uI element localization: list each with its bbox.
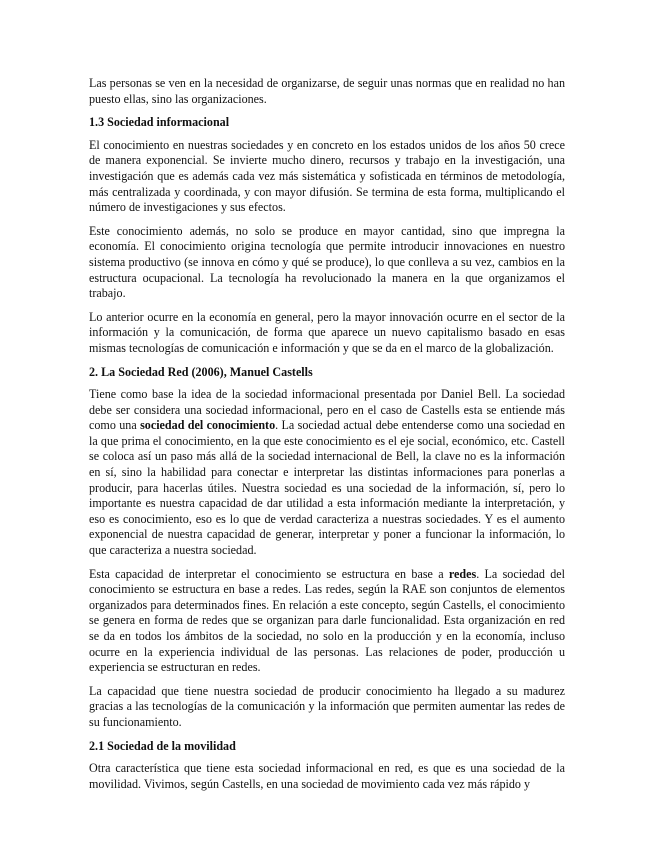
- paragraph-globalizacion: Lo anterior ocurre en la economía en general, pero la mayor innovación ocurre en el sector de la información y la comunicación, de forma que aparece un nuevo capitalismo basado en esas mismas tecnologías de comunicación e información y que se da en el marco de la globalización.: [89, 309, 565, 355]
- paragraph-movilidad: Otra característica que tiene esta sociedad informacional en red, es que es una sociedad de la movilidad. Vivimos, según Castells, en una sociedad de movimiento cada vez más rápido y: [89, 761, 565, 791]
- heading-sociedad-movilidad: 2.1 Sociedad de la movilidad: [89, 738, 236, 753]
- paragraph-conocimiento: El conocimiento en nuestras sociedades y en concreto en los estados unidos de los años 50 crece de manera exponencial. Se invierte mucho dinero, recursos y trabajo en la investigación, una investigación que es además cada vez más sistemática y sofisticada en términos de metodología, más centralizada y coordinada, y con mayor difusión. Se termina de esta forma, multiplicando el número de investigaciones y sus efectos.: [89, 137, 565, 215]
- text-run: . La sociedad actual debe entenderse como una sociedad en la que prima el conocimiento, en la que este conocimiento es el eje social, económico, etc. Castell se coloca así un paso más allá de la sociedad internacional de Bell, la clave no es la información en sí, sino la habilidad para conectar e interpretar las distintas informaciones para ponerlas a producir, para hacerlas útiles. Nuestra sociedad es una sociedad de la información, sí, pero lo importante es nuestra capacidad de dar utilidad a esta información mediante la interpretación, y eso es conocimiento, eso es lo que de verdad caracteriza a nuestras sociedades. Y es el aumento exponencial de nuestra capacidad de generar, interpretar y poner a funcionar la información, lo que caracteriza a nuestra sociedad.: [89, 418, 565, 558]
- paragraph-castells-base: [89, 387, 565, 559]
- bold-term-redes: redes: [448, 566, 477, 581]
- text-run: Esta capacidad de interpretar el conocimiento se estructura en base a: [89, 566, 449, 581]
- heading-sociedad-red: 2. La Sociedad Red (2006), Manuel Castells: [89, 364, 313, 379]
- paragraph-redes: [89, 567, 565, 676]
- intro-paragraph: Las personas se ven en la necesidad de organizarse, de seguir unas normas que en realidad no han puesto ellas, sino las organizaciones.: [89, 76, 565, 106]
- text-run: . La sociedad del conocimiento se estructura en base a redes. Las redes, según la RAE son conjuntos de elementos organizados para determinados fines. En relación a este concepto, según Castells, el conocimiento se genera en forma de redes que se organizan para darle funcionalidad. Esta organización en red se da en todos los ámbitos de la sociedad, no solo en la producción y en la economía, incluso ocurre en la experiencia individual de las personas. Las relaciones de poder, producción u experiencia se estructuran en redes.: [89, 566, 565, 675]
- document-page: [89, 76, 565, 800]
- text-run: Tiene como base la idea de la sociedad informacional presentada por Daniel Bell. La sociedad debe ser considera una sociedad informacional, pero en el caso de Castells esta se entiende más como una: [89, 387, 565, 433]
- paragraph-madurez: La capacidad que tiene nuestra sociedad de producir conocimiento ha llegado a su madurez gracias a las tecnologías de la comunicación y la información que permiten aumentar las redes de su funcionamiento.: [89, 683, 565, 729]
- bold-term-sociedad-del-conocimiento: sociedad del conocimiento: [140, 418, 276, 433]
- paragraph-economia: Este conocimiento además, no solo se produce en mayor cantidad, sino que impregna la economía. El conocimiento origina tecnología que permite introducir innovaciones en nuestro sistema productivo (se innova en cómo y qué se produce), lo que conlleva a su vez, cambios en la estructura ocupacional. La tecnología ha revolucionado la manera en la que organizamos el trabajo.: [89, 223, 565, 301]
- heading-sociedad-informacional: 1.3 Sociedad informacional: [89, 115, 230, 130]
